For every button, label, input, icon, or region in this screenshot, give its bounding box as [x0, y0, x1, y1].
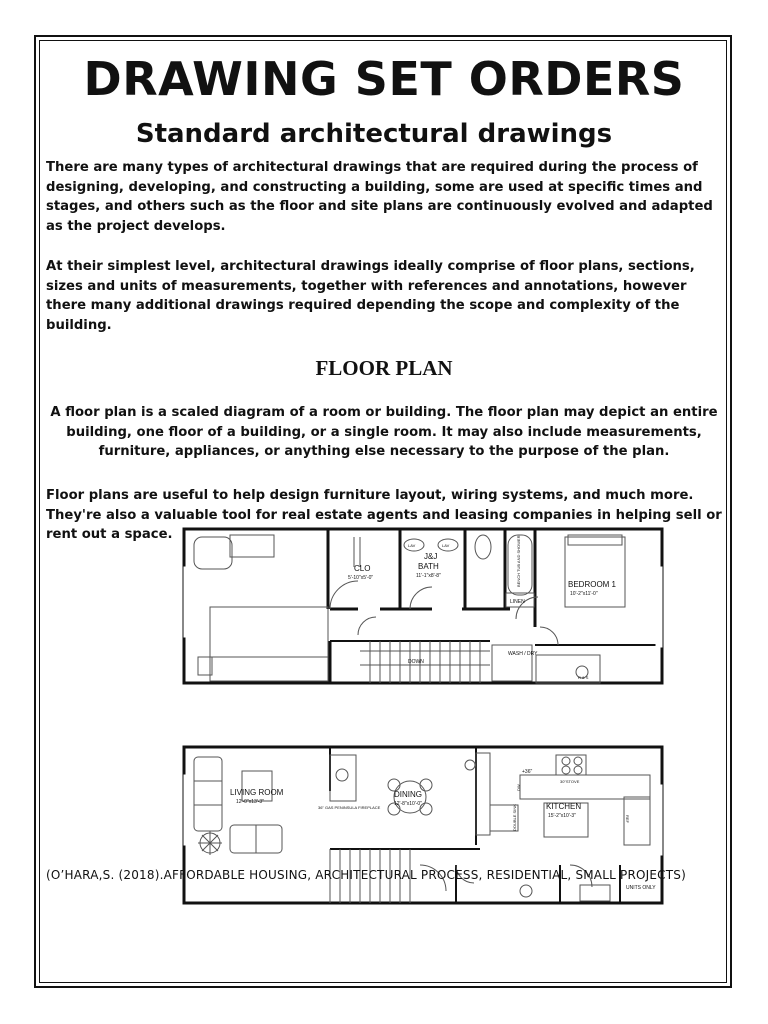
page-subtitle: Standard architectural drawings [135, 119, 613, 149]
upper-floor-plan [180, 527, 666, 687]
lav-2-label: LAV [442, 543, 450, 548]
fireplace-label: 36" GAS PENINSULA FIREPLACE [318, 805, 381, 810]
intro-paragraph: There are many types of architectural drawings that are required during the process of designing, developing, and constructing a building, some are used at specific times and stages, and others such as the floor and site plans are continuously evolved and adapted as the project develops. [46, 160, 713, 234]
shower-label: BENCH TUB AND SHOWER [516, 535, 521, 587]
citation: (O’HARA,S. (2018).AFFORDABLE HOUSING, ARCHITECTURAL PROCESS, RESIDENTIAL, SMALL PROJECTS) [46, 868, 686, 882]
linen-label: LINEN [510, 599, 525, 605]
floor-plan-definition-paragraph: A floor plan is a scaled diagram of a room or building. The floor plan may depict an entire building, one floor of a building, or a single room. It may also include measurements, furniture, appliances, or anything else necessary to the purpose of the plan. [50, 405, 718, 460]
simplest-level-paragraph: At their simplest level, architectural drawings ideally comprise of floor plans, sections, sizes and units of measurements, together with references and annotations, however there many additional drawings required depending the scope and complexity of the building. [46, 259, 695, 333]
closet-label: CLO [354, 564, 371, 573]
dishwasher-label: DW [516, 784, 521, 791]
bath-label-2: BATH [418, 562, 439, 571]
washer-dryer-label: WASH / DRY [508, 651, 538, 657]
kitchen-label: KITCHEN [546, 802, 582, 811]
units-only-label: UNITS ONLY [626, 885, 656, 891]
floor-plan-heading: FLOOR PLAN [315, 356, 453, 380]
bedroom-label: BEDROOM 1 [568, 580, 617, 589]
stove-label: 30"STOVE [560, 779, 580, 784]
stair-down-label: DOWN [408, 659, 424, 665]
closet-dimension: 5'-10"x5'-0" [348, 575, 374, 581]
bedroom-dimension: 10'-2"x11'-0" [570, 591, 598, 597]
clearance-label: +36" [522, 769, 533, 775]
living-room-dimension: 12'-0"x13'-3" [236, 799, 264, 805]
dining-dimension: 12'-8"x10'-0" [394, 801, 422, 807]
rs-label: R & S [578, 675, 589, 680]
kitchen-dimension: 15'-2"x10'-3" [548, 813, 576, 819]
lav-1-label: LAV [408, 543, 416, 548]
floor-plan-uses-paragraph: Floor plans are useful to help design furniture layout, wiring systems, and much more. They're also a valuable tool for real estate agents and leasing companies in helping sell or rent out a space. [46, 488, 722, 543]
bath-dimension: 11'-1"x8'-8" [416, 573, 441, 579]
page-title: DRAWING SET ORDERS [83, 52, 685, 106]
dining-label: DINING [394, 790, 422, 799]
fridge-label: REF [625, 815, 630, 823]
bath-label: J&J [424, 552, 438, 561]
lower-floor-plan [180, 745, 666, 907]
living-room-label: LIVING ROOM [230, 788, 284, 797]
double-sink-label: DOUBLE SINK [512, 804, 517, 831]
